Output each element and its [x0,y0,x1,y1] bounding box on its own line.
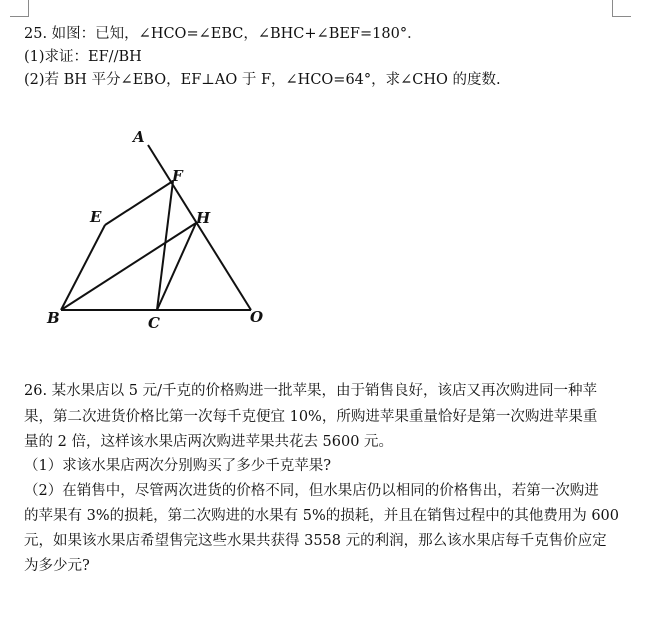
question-25-statement: 25. 如图：已知，∠HCO=∠EBC，∠BHC+∠BEF=180°． [24,26,422,42]
point-label-E: E [90,208,102,226]
page-corner-mark-right [612,0,631,17]
question-25-part-1: (1)求证：EF//BH [24,49,142,65]
question-26-line-2: 果，第二次进货价格比第一次每千克便宜 10%，所购进苹果重量恰好是第一次购进苹果重 [24,409,598,425]
point-label-F: F [172,167,183,185]
segment-BE [61,225,105,310]
question-26-line-3: 量的 2 倍，这样该水果店两次购进苹果共花去 5600 元。 [24,434,394,450]
question-26-part-2-line-2: 的苹果有 3%的损耗，第二次购进的水果有 5%的损耗，并且在销售过程中的其他费用为 600 [24,508,620,524]
page-corner-mark-left [10,0,29,17]
point-label-B: B [47,309,60,327]
point-label-H: H [196,209,211,227]
segment-EF [105,181,173,225]
question-26-part-2-line-3: 元，如果该水果店希望售完这些水果共获得 3558 元的利润，那么该水果店每千克售价应定 [24,533,607,549]
question-26-part-2-line-1: （2）在销售中，尽管两次进货的价格不同，但水果店仍以相同的价格售出，若第一次购进 [24,483,599,499]
question-25-part-2: (2)若 BH 平分∠EBO，EF⊥AO 于 F，∠HCO=64°，求∠CHO 的度数. [24,72,501,88]
point-label-A: A [133,128,145,146]
point-label-C: C [148,314,160,332]
question-26-line-1: 26. 某水果店以 5 元/千克的价格购进一批苹果，由于销售良好，该店又再次购进同一种苹 [24,383,597,399]
geometry-figure [40,125,280,340]
question-26-part-2-line-4: 为多少元? [24,558,90,574]
segment-AO [148,145,251,310]
question-26-part-1: （1）求该水果店两次分别购买了多少千克苹果? [24,458,331,474]
point-label-O: O [250,308,264,326]
